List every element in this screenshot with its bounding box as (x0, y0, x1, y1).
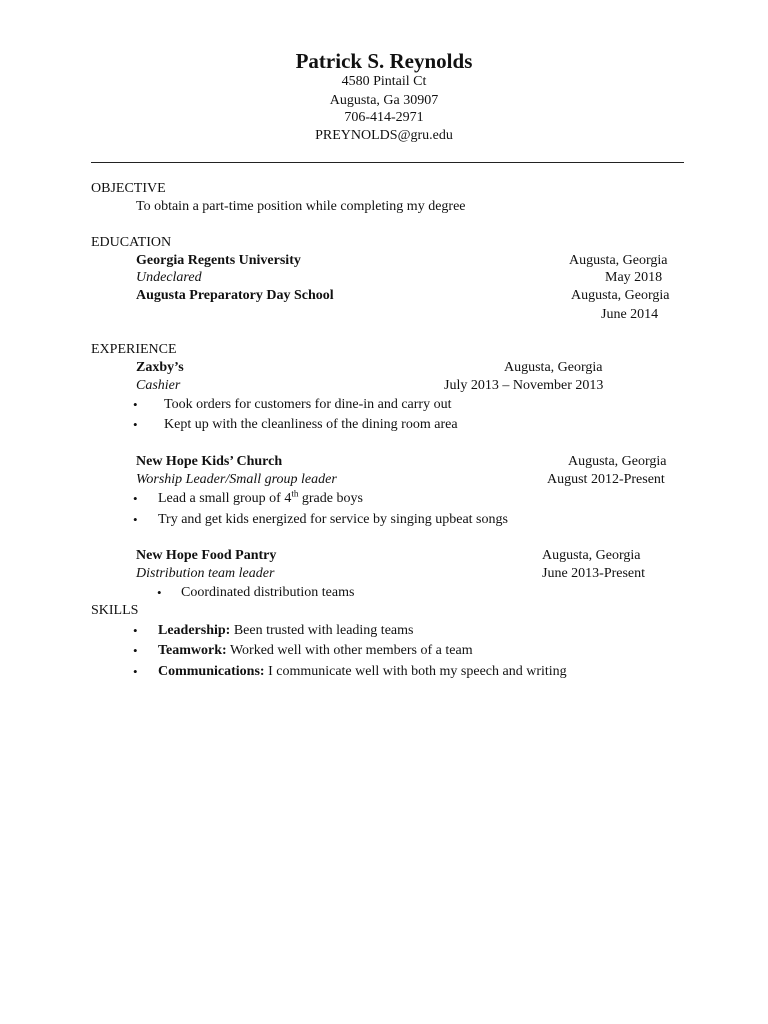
employer-location: Augusta, Georgia (568, 454, 667, 469)
education-heading: EDUCATION (91, 235, 172, 250)
skill-item (158, 663, 567, 681)
objective-heading: OBJECTIVE (91, 181, 166, 196)
employer-name: New Hope Kids’ Church (136, 454, 283, 469)
bullet-icon: • (133, 512, 138, 527)
job-bullet: Try and get kids energized for service by singing upbeat songs (158, 512, 508, 527)
phone-number: 706-414-2971 (344, 110, 424, 125)
bullet-icon: • (133, 417, 138, 432)
skill-text: I communicate well with both my speech and writing (264, 664, 567, 679)
job-bullet: Took orders for customers for dine-in and carry out (164, 397, 452, 412)
resume-name: Patrick S. Reynolds (295, 49, 473, 73)
email-address: PREYNOLDS@gru.edu (315, 128, 453, 143)
school-date: May 2018 (605, 270, 663, 285)
bullet-icon: • (133, 664, 138, 679)
job-dates: June 2013-Present (542, 566, 646, 581)
address-city: Augusta, Ga 30907 (329, 93, 439, 108)
skills-heading: SKILLS (91, 603, 139, 618)
job-role: Distribution team leader (136, 566, 275, 581)
experience-heading: EXPERIENCE (91, 342, 177, 357)
skill-item (158, 622, 413, 640)
skill-label: Communications: (158, 664, 265, 679)
bullet-icon: • (133, 397, 138, 412)
objective-text: To obtain a part-time position while completing my degree (136, 199, 466, 214)
school-location: Augusta, Georgia (569, 253, 668, 268)
school-name: Augusta Preparatory Day School (136, 288, 334, 303)
header-divider (91, 162, 684, 163)
bullet-icon: • (133, 643, 138, 658)
job-bullet (158, 490, 363, 508)
employer-location: Augusta, Georgia (504, 360, 603, 375)
employer-name: Zaxby’s (136, 360, 184, 375)
skill-item (158, 642, 473, 660)
skill-label: Teamwork: (158, 643, 227, 658)
school-name: Georgia Regents University (136, 253, 301, 268)
skill-text: Worked well with other members of a team (226, 643, 473, 658)
school-date: June 2014 (601, 307, 659, 322)
skill-label: Leadership: (158, 623, 231, 638)
job-role: Cashier (136, 378, 181, 393)
employer-location: Augusta, Georgia (542, 548, 641, 563)
school-detail: Undeclared (136, 270, 202, 285)
school-location: Augusta, Georgia (571, 288, 670, 303)
bullet-icon: • (133, 491, 138, 506)
job-bullet: Kept up with the cleanliness of the dining room area (164, 417, 458, 432)
ordinal-suffix: th (291, 488, 299, 499)
address-street: 4580 Pintail Ct (341, 74, 427, 89)
bullet-icon: • (133, 623, 138, 638)
job-bullet-text: Lead a small group of 4 (158, 491, 292, 506)
job-dates: July 2013 – November 2013 (444, 378, 604, 393)
job-dates: August 2012-Present (547, 472, 665, 487)
job-bullet: Coordinated distribution teams (181, 585, 355, 600)
skill-text: Been trusted with leading teams (230, 623, 414, 638)
job-role: Worship Leader/Small group leader (136, 472, 337, 487)
employer-name: New Hope Food Pantry (136, 548, 277, 563)
bullet-icon: • (157, 585, 162, 600)
job-bullet-text: grade boys (298, 491, 363, 506)
